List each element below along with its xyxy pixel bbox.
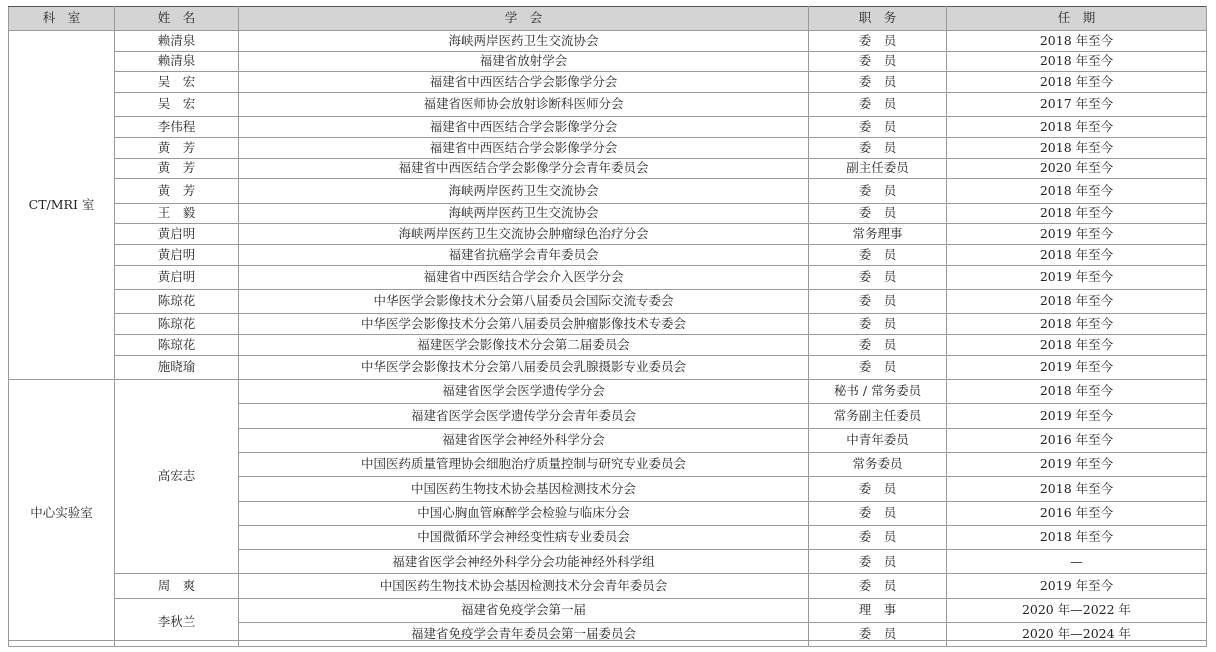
society-cell: 海峡两岸医药卫生交流协会 [239, 203, 809, 224]
position-cell: 委 员 [809, 179, 947, 203]
term-cell: 2019 年至今 [947, 574, 1207, 598]
position-cell: 委 员 [809, 51, 947, 72]
table-row [9, 158, 1207, 179]
name-cell: 施晓瑜 [115, 355, 239, 379]
table-row [9, 138, 1207, 159]
position-cell: 委 员 [809, 355, 947, 379]
position-cell: 委 员 [809, 117, 947, 138]
name-cell: 黄 芳 [115, 158, 239, 179]
table-row [9, 598, 1207, 622]
term-cell: 2018 年至今 [947, 245, 1207, 266]
society-cell: 福建省中西医结合学会介入医学分会 [239, 265, 809, 289]
term-cell: 2020 年—2022 年 [947, 598, 1207, 622]
term-cell: 2019 年至今 [947, 452, 1207, 476]
name-cell: 赖清泉 [115, 31, 239, 52]
position-cell: 委 员 [809, 314, 947, 335]
term-cell: 2016 年至今 [947, 501, 1207, 525]
position-cell: 委 员 [809, 525, 947, 549]
dept-cell: CT/MRI 室 [9, 31, 115, 380]
term-cell: 2019 年至今 [947, 404, 1207, 428]
table-row [9, 380, 1207, 404]
name-cell: 吴 宏 [115, 93, 239, 117]
term-cell: 2018 年至今 [947, 117, 1207, 138]
term-cell: 2018 年至今 [947, 314, 1207, 335]
table-row [9, 179, 1207, 203]
table-row [9, 93, 1207, 117]
table-row [9, 72, 1207, 93]
society-cell: 福建省免疫学会第一届 [239, 598, 809, 622]
name-cell: 陈琼花 [115, 290, 239, 314]
society-cell: 福建省医学会医学遗传学分会 [239, 380, 809, 404]
name-cell: 黄 芳 [115, 179, 239, 203]
society-cell: 福建省免疫学会青年委员会第一届委员会 [239, 623, 809, 647]
header-row [9, 7, 1207, 31]
term-cell: — [947, 550, 1207, 574]
position-cell: 委 员 [809, 138, 947, 159]
position-cell: 委 员 [809, 623, 947, 647]
society-cell: 福建省抗癌学会青年委员会 [239, 245, 809, 266]
position-cell: 秘书 / 常务委员 [809, 380, 947, 404]
term-cell: 2019 年至今 [947, 355, 1207, 379]
term-cell: 2018 年至今 [947, 525, 1207, 549]
term-cell: 2018 年至今 [947, 51, 1207, 72]
name-cell: 赖清泉 [115, 51, 239, 72]
table-row [9, 335, 1207, 356]
term-cell: 2018 年至今 [947, 380, 1207, 404]
position-cell: 委 员 [809, 574, 947, 598]
membership-table [8, 6, 1207, 647]
position-cell: 委 员 [809, 31, 947, 52]
name-cell: 陈琼花 [115, 314, 239, 335]
position-cell: 委 员 [809, 501, 947, 525]
position-cell: 常务委员 [809, 452, 947, 476]
table-row [9, 117, 1207, 138]
table-row [9, 314, 1207, 335]
table-row [9, 224, 1207, 245]
term-cell: 2019 年至今 [947, 265, 1207, 289]
term-cell: 2017 年至今 [947, 93, 1207, 117]
header-position: 职 务 [809, 7, 947, 31]
society-cell: 中国医药生物技术协会基因检测技术分会青年委员会 [239, 574, 809, 598]
society-cell: 海峡两岸医药卫生交流协会 [239, 179, 809, 203]
society-cell: 福建省医学会神经外科学分会 [239, 428, 809, 452]
table-row [9, 245, 1207, 266]
table-row [9, 290, 1207, 314]
name-cell: 黄 芳 [115, 138, 239, 159]
name-cell: 王 毅 [115, 203, 239, 224]
term-cell: 2018 年至今 [947, 335, 1207, 356]
position-cell: 常务副主任委员 [809, 404, 947, 428]
position-cell: 委 员 [809, 477, 947, 501]
society-cell: 福建省医学会神经外科学分会功能神经外科学组 [239, 550, 809, 574]
society-cell: 中国医药生物技术协会基因检测技术分会 [239, 477, 809, 501]
society-cell: 中华医学会影像技术分会第八届委员会国际交流专委会 [239, 290, 809, 314]
society-cell: 海峡两岸医药卫生交流协会 [239, 31, 809, 52]
society-cell: 福建省中西医结合学会影像学分会 [239, 138, 809, 159]
position-cell: 委 员 [809, 290, 947, 314]
position-cell: 委 员 [809, 245, 947, 266]
term-cell: 2020 年—2024 年 [947, 623, 1207, 647]
table-row [9, 31, 1207, 52]
table-body [9, 31, 1207, 647]
position-cell: 委 员 [809, 335, 947, 356]
dept-cell: 中心实验室 [9, 380, 115, 647]
name-cell: 黄启明 [115, 265, 239, 289]
term-cell: 2018 年至今 [947, 477, 1207, 501]
society-cell: 福建省医学会医学遗传学分会青年委员会 [239, 404, 809, 428]
society-cell: 中华医学会影像技术分会第八届委员会肿瘤影像技术专委会 [239, 314, 809, 335]
position-cell: 委 员 [809, 550, 947, 574]
position-cell: 常务理事 [809, 224, 947, 245]
term-cell: 2016 年至今 [947, 428, 1207, 452]
name-cell: 黄启明 [115, 224, 239, 245]
name-cell: 李秋兰 [115, 598, 239, 647]
table-row [9, 355, 1207, 379]
position-cell: 中青年委员 [809, 428, 947, 452]
term-cell: 2018 年至今 [947, 203, 1207, 224]
society-cell: 福建省中西医结合学会影像学分会青年委员会 [239, 158, 809, 179]
header-society: 学 会 [239, 7, 809, 31]
name-cell: 吴 宏 [115, 72, 239, 93]
society-cell: 中华医学会影像技术分会第八届委员会乳腺摄影专业委员会 [239, 355, 809, 379]
position-cell: 委 员 [809, 203, 947, 224]
name-cell: 陈琼花 [115, 335, 239, 356]
name-cell: 高宏志 [115, 380, 239, 574]
position-cell: 副主任委员 [809, 158, 947, 179]
society-cell: 海峡两岸医药卫生交流协会肿瘤绿色治疗分会 [239, 224, 809, 245]
society-cell: 中国微循环学会神经变性病专业委员会 [239, 525, 809, 549]
position-cell: 理 事 [809, 598, 947, 622]
table-row [9, 574, 1207, 598]
position-cell: 委 员 [809, 93, 947, 117]
term-cell: 2019 年至今 [947, 224, 1207, 245]
term-cell: 2018 年至今 [947, 179, 1207, 203]
term-cell: 2020 年至今 [947, 158, 1207, 179]
table-row [9, 51, 1207, 72]
table-bottom-border [8, 640, 1206, 641]
header-name: 姓 名 [115, 7, 239, 31]
name-cell: 李伟程 [115, 117, 239, 138]
header-term: 任 期 [947, 7, 1207, 31]
table-row [9, 203, 1207, 224]
name-cell: 周 爽 [115, 574, 239, 598]
term-cell: 2018 年至今 [947, 72, 1207, 93]
name-cell: 黄启明 [115, 245, 239, 266]
position-cell: 委 员 [809, 72, 947, 93]
society-cell: 福建医学会影像技术分会第二届委员会 [239, 335, 809, 356]
society-cell: 福建省中西医结合学会影像学分会 [239, 72, 809, 93]
society-cell: 福建省放射学会 [239, 51, 809, 72]
term-cell: 2018 年至今 [947, 31, 1207, 52]
society-cell: 福建省中西医结合学会影像学分会 [239, 117, 809, 138]
header-dept: 科 室 [9, 7, 115, 31]
table-row [9, 265, 1207, 289]
society-cell: 中国心胸血管麻醉学会检验与临床分会 [239, 501, 809, 525]
term-cell: 2018 年至今 [947, 138, 1207, 159]
term-cell: 2018 年至今 [947, 290, 1207, 314]
society-cell: 中国医药质量管理协会细胞治疗质量控制与研究专业委员会 [239, 452, 809, 476]
position-cell: 委 员 [809, 265, 947, 289]
society-cell: 福建省医师协会放射诊断科医师分会 [239, 93, 809, 117]
